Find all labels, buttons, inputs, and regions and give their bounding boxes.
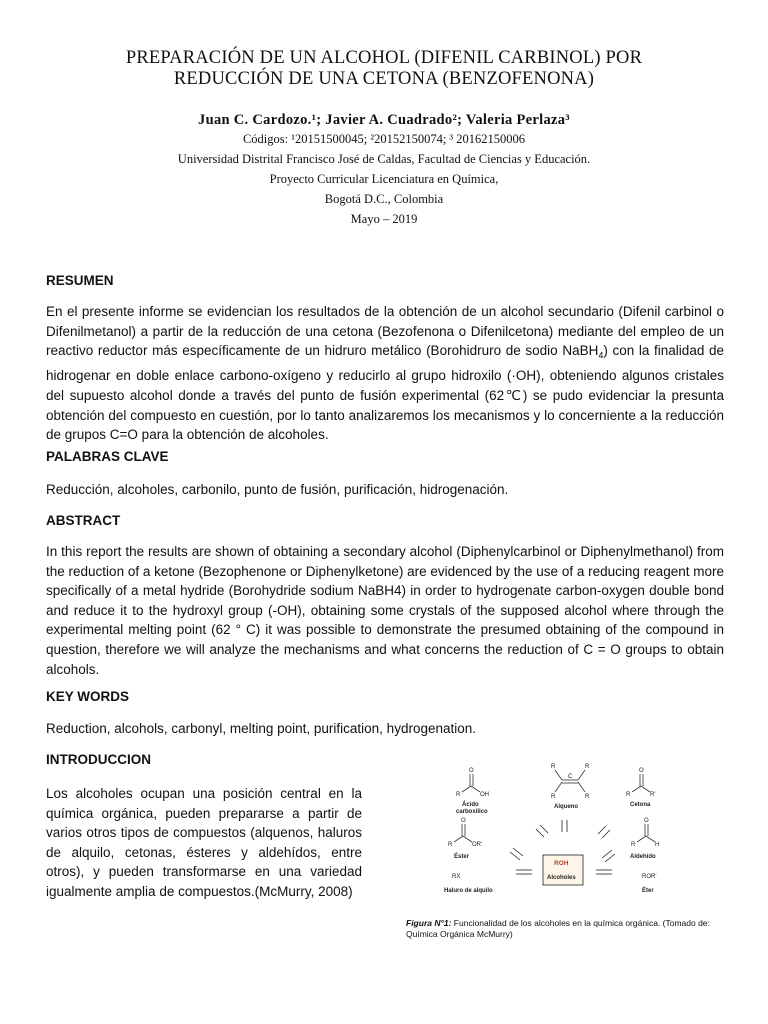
- atom-h-aldehyde: H: [655, 842, 660, 848]
- atom-oh-acid: OH: [480, 792, 489, 798]
- resumen-text: [46, 302, 724, 445]
- atom-r-ester: R: [448, 842, 453, 848]
- palabras-clave-heading: PALABRAS CLAVE: [46, 449, 169, 464]
- resumen-text-part2: ) con la finalidad de hidrogenar en doble enlace carbono-oxígeno y reducirlo al grupo hidroxilo (·OH), obteniendo algunos cristales del supuesto alcohol donde a través del punto de fusión experimental (62℃) se pudo evidenciar la presunta obtención del compuesto en cuestión, por lo tanto analizaremos los mecanismos y lo concerniente a la reducción de grupos C=O para la obtención de alcoholes.: [46, 343, 724, 443]
- date: Mayo – 2019: [350, 212, 418, 226]
- alcoholes-label: Alcoholes: [547, 875, 576, 881]
- resumen-subscript: 4: [598, 350, 604, 361]
- figure-caption: [406, 918, 726, 940]
- project: Proyecto Curricular Licenciatura en Química,: [269, 172, 499, 186]
- university: Universidad Distrital Francisco José de Caldas, Facultad de Ciencias y Educación.: [177, 152, 591, 166]
- label-eter: Éter: [642, 888, 654, 894]
- palabras-clave-text: Reducción, alcoholes, carbonilo, punto de fusión, purificación, hidrogenación.: [46, 482, 509, 497]
- atom-r-alkene-4: R: [585, 794, 590, 800]
- label-alqueno: Alqueno: [554, 804, 578, 810]
- atom-rp-ketone: R': [650, 792, 656, 798]
- atom-r-alkene-2: R: [585, 764, 590, 770]
- resumen-heading: RESUMEN: [46, 273, 114, 288]
- introduccion-heading: INTRODUCCION: [46, 752, 151, 767]
- key-words-heading: KEY WORDS: [46, 689, 130, 704]
- resumen-text-part1: En el presente informe se evidencian los resultados de la obtención de un alcohol secundario (Difenil carbinol o Difenilmetanol) a partir de la reducción de una cetona (Bezofenona o Difenilcetona) mediante del empleo de un reactivo reductor más específicamente de un hidruro metálico (Borohidruro de sodio NaBH: [46, 304, 724, 359]
- document-title: [40, 48, 728, 90]
- formula-rx: RX: [452, 874, 461, 880]
- label-aldehido: Aldehído: [630, 854, 656, 860]
- atom-or-ester: OR': [472, 842, 483, 848]
- atom-o-acid: O: [469, 768, 474, 774]
- label-acido: Ácido: [462, 802, 479, 808]
- introduccion-text: Los alcoholes ocupan una posición central en la química orgánica, pueden prepararse a partir de varios otros tipos de compuestos (alquenos, haluros de alquilo, cetonas, ésteres y aldehídos, entre otros), y pueden transformarse en una variedad igualmente amplia de compuestos.(McMurry, 2008): [46, 786, 362, 899]
- title-line-1: PREPARACIÓN DE UN ALCOHOL (DIFENIL CARBINOL) POR: [125, 48, 643, 68]
- title-line-2: REDUCCIÓN DE UNA CETONA (BENZOFENONA): [173, 69, 595, 89]
- atom-c-alkene: C: [568, 774, 573, 780]
- caption-label: Figura N°1:: [406, 918, 452, 928]
- label-carboxilico: carboxílico: [456, 809, 488, 815]
- authors: Juan C. Cardozo.¹; Javier A. Cuadrado²; Valeria Perlaza³: [198, 112, 570, 128]
- roh-label: ROH: [554, 860, 569, 867]
- atom-o-ketone: O: [639, 768, 644, 774]
- abstract-text: In this report the results are shown of obtaining a secondary alcohol (Diphenylcarbinol or Diphenylmethanol) from the reduction of a ketone (Bezophenone or Diphenylketone) are evidenced by the use of a reducing reagent more specifically of a metal hydride (Borohydride sodium NaBH4) in order to hydrogenate carbon-oxygen double bond and reduce it to the hydroxyl group (-OH), obtaining some crystals of the supposed alcohol where through the experimental melting point (62 ° C) it was possible to demonstrate the presumed obtaining of the compound in question, therefore we will analyze the mechanisms and what concerns the reduction of C = O groups to obtain alcohols.: [46, 544, 724, 677]
- city: Bogotá D.C., Colombia: [324, 192, 444, 206]
- label-haluro: Haluro de alquilo: [444, 888, 493, 894]
- label-cetona: Cetona: [630, 802, 651, 808]
- alcohol-functionality-diagram: [440, 752, 740, 912]
- formula-rorp: ROR': [642, 874, 657, 880]
- caption-text: Funcionalidad de los alcoholes en la química orgánica. (Tomado de: Química Orgánica McMurry): [406, 918, 710, 939]
- atom-r-acid: R: [456, 792, 461, 798]
- key-words-text: Reduction, alcohols, carbonyl, melting point, purification, hydrogenation.: [46, 721, 477, 736]
- label-ester: Éster: [454, 854, 470, 860]
- atom-r-aldehyde: R: [631, 842, 636, 848]
- atom-r-alkene-1: R: [551, 764, 556, 770]
- atom-r-ketone: R: [626, 792, 631, 798]
- student-codes: Códigos: ¹20151500045; ²20152150074; ³ 20162150006: [242, 132, 526, 146]
- atom-r-alkene-3: R: [551, 794, 556, 800]
- atom-o-ester: O: [461, 818, 466, 824]
- atom-o-aldehyde: O: [644, 818, 649, 824]
- abstract-heading: ABSTRACT: [46, 513, 121, 528]
